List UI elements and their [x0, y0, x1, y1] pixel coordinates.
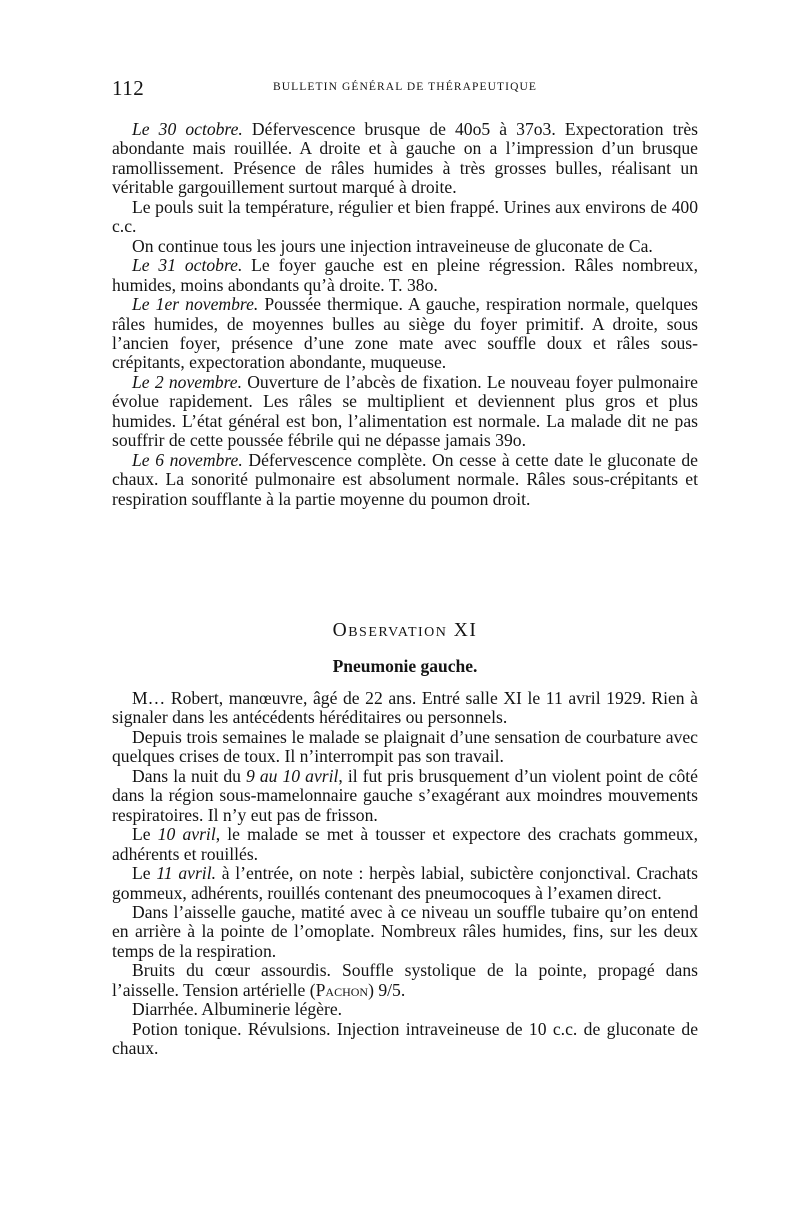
date-label: Le 6 novembre. — [132, 449, 243, 470]
paragraph: Le 6 novembre. Défervescence complète. On cesse à cette date le gluconate de chaux. La sonorité pulmonaire est absolument normale. Râles sous-crépitants et respiration soufflante à la partie moyenne du poumon droit. — [112, 449, 698, 509]
paragraph: Le 11 avril. à l’entrée, on note : herpès labial, subictère conjonctival. Crachats gommeux, adhérents, rouillés contenant des pneumocoques à l’examen direct. — [112, 863, 698, 903]
date-label: Le 2 novembre. — [132, 371, 242, 392]
paragraph: Diarrhée. Albuminerie légère. — [132, 999, 343, 1020]
section-title: Observation XI — [332, 620, 478, 641]
paragraph: Le 2 novembre. Ouverture de l’abcès de fixation. Le nouveau foyer pulmonaire évolue rapidement. Les râles se multiplient et deviennent plus gros et plus humides. L’état général est bon, l’alimentation est normale. La malade dit ne pas souffrir de cette poussée fébrile qui ne dépasse jamais 39o. — [112, 371, 698, 451]
date-label: 9 au 10 avril — [246, 765, 339, 786]
author-name: Pachon — [315, 979, 369, 1000]
paragraph: Dans la nuit du 9 au 10 avril, il fut pris brusquement d’un violent point de côté dans la région sous-mamelonnaire gauche s’exagérant aux moindres mouvements respiratoires. Il n’y eut pas de frisson. — [112, 765, 698, 825]
paragraph: Le 1er novembre. Poussée thermique. A gauche, respiration normale, quelques râles humides, de moyennes bulles au siège du foyer primitif. A droite, sous l’ancien foyer, présence d’une zone mate avec souffle doux et râles sous-crépitants, expectoration abondante, muqueuse. — [112, 294, 698, 373]
date-label: Le 30 octobre. — [132, 119, 243, 139]
case-notes-continued — [112, 120, 698, 509]
running-head: BULLETIN GÉNÉRAL DE THÉRAPEUTIQUE — [272, 81, 538, 93]
paragraph: Le 30 octobre. Défervescence brusque de 40o5 à 37o3. Expectoration très abondante mais rouillée. A droite et à gauche on a l’impression d’un brusque ramollissement. Présence de râles humides à très grosses bulles, réalisant un véritable gargouillement surtout marqué à droite. — [112, 119, 698, 198]
paragraph: Bruits du cœur assourdis. Souffle systolique de la pointe, propagé dans l’aisselle. Tension artérielle (Pachon) 9/5. — [112, 960, 698, 1000]
page-header — [112, 76, 698, 100]
paragraph: Le 10 avril, le malade se met à tousser et expectore des crachats gommeux, adhérents et rouillés. — [112, 824, 698, 864]
date-label: Le 31 octobre. — [132, 255, 243, 276]
date-label: 11 avril. — [156, 863, 216, 884]
paragraph: On continue tous les jours une injection intraveineuse de gluconate de Ca. — [132, 235, 653, 256]
paragraph: Depuis trois semaines le malade se plaignait d’une sensation de courbature avec quelques crises de toux. Il n’interrompit pas son travail. — [112, 726, 698, 767]
paragraph: M… Robert, manœuvre, âgé de 22 ans. Entré salle XI le 11 avril 1929. Rien à signaler dans les antécédents héréditaires ou personnels. — [112, 688, 698, 728]
observation-body — [112, 689, 698, 1059]
paragraph: Le 31 octobre. Le foyer gauche est en pleine régression. Râles nombreux, humides, moins abondants qu’à droite. T. 38o. — [112, 255, 698, 295]
page-number: 112 — [112, 76, 145, 100]
date-label: 10 avril — [157, 824, 216, 845]
section-subtitle: Pneumonie gauche. — [332, 656, 478, 676]
paragraph: Le pouls suit la température, régulier et bien frappé. Urines aux environs de 400 c.c. — [112, 196, 698, 237]
paragraph: Dans l’aisselle gauche, matité avec à ce niveau un souffle tubaire qu’on entend en arrière à la pointe de l’omoplate. Nombreux râles humides, fins, sur les deux temps de la respiration. — [112, 901, 698, 961]
date-label: Le 1er novembre. — [132, 294, 259, 315]
paragraph: Potion tonique. Révulsions. Injection intraveineuse de 10 c.c. de gluconate de chaux. — [112, 1018, 698, 1059]
